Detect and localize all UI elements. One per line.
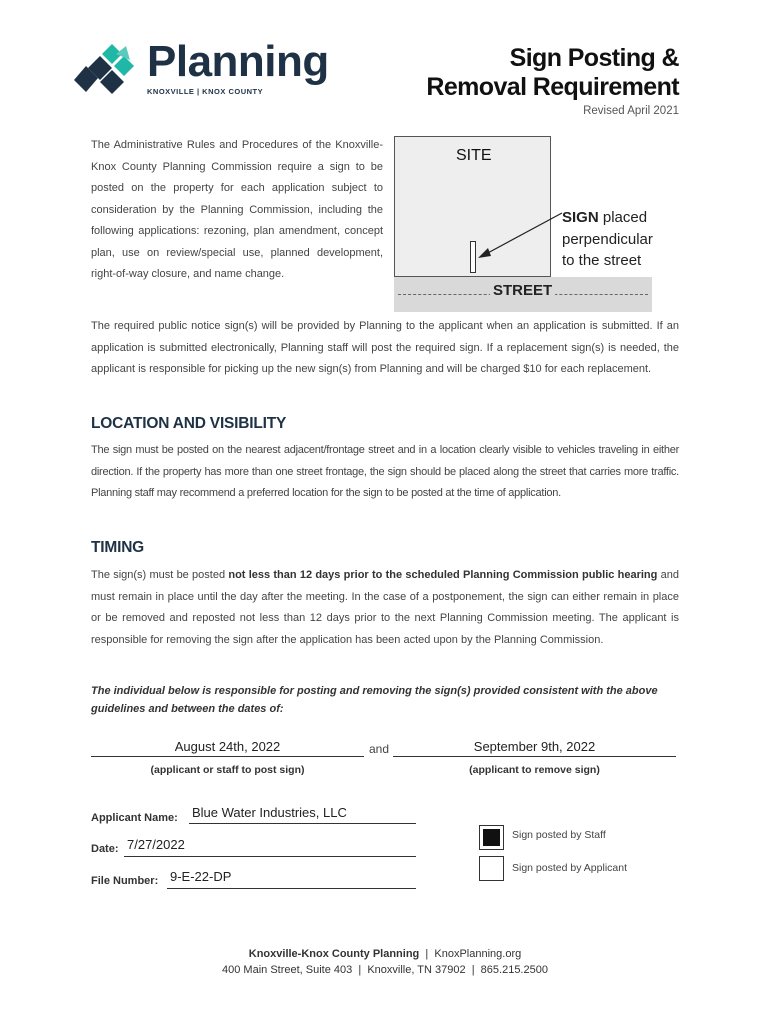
date-label: Date: — [91, 843, 119, 855]
timing-paragraph — [91, 565, 679, 651]
footer-org-line — [0, 948, 770, 960]
intro-paragraph: The Administrative Rules and Procedures of the Knoxville-Knox County Planning Commission require a sign to be posted on the property for each application subject to consideration by the Planning Commission, including the following applications: rezoning, plan amendment, concept plan, use on review/special use, planned development, right-of-way closure, and name change. — [91, 139, 383, 280]
site-street-diagram — [394, 136, 652, 312]
location-paragraph: The sign must be posted on the nearest adjacent/frontage street and in a location clearly visible to vehicles traveling in either direction. If the property has more than one street frontage, the sign should be placed along the street that carries more traffic. Planning staff may recommend a preferred location for the sign to be posted at the time of application. — [91, 444, 679, 499]
notice-paragraph: The required public notice sign(s) will be provided by Planning to the applicant when an application is submitted. If an application is submitted electronically, Planning staff will post the required sign. If a replacement sign(s) is needed, the applicant is responsible for picking up the new sign(s) from Planning and will be charged $10 for each replacement. — [91, 320, 679, 375]
page-title — [426, 44, 679, 102]
file-number-value[interactable]: 9-E-22-DP — [170, 869, 232, 884]
location-heading: LOCATION AND VISIBILITY — [91, 415, 287, 432]
applicant-posted-checkbox[interactable] — [479, 856, 504, 881]
post-date-value[interactable]: August 24th, 2022 — [174, 739, 281, 754]
footer-separator: | — [425, 948, 429, 960]
timing-text-start: The sign(s) must be posted — [91, 569, 229, 581]
applicant-name-label: Applicant Name: — [91, 812, 178, 824]
file-number-label: File Number: — [91, 875, 159, 887]
sign-callout — [562, 207, 653, 272]
remove-date-caption: (applicant to remove sign) — [469, 764, 600, 776]
post-date-caption: (applicant or staff to post sign) — [150, 764, 305, 776]
date-value[interactable]: 7/27/2022 — [127, 837, 185, 852]
remove-date-value[interactable]: September 9th, 2022 — [473, 739, 596, 754]
revised-date: Revised April 2021 — [583, 105, 679, 117]
arrow-icon — [474, 210, 566, 262]
applicant-posted-label: Sign posted by Applicant — [512, 862, 627, 874]
title-line-2: Removal Requirement — [426, 73, 679, 101]
applicant-name-value[interactable]: Blue Water Industries, LLC — [192, 805, 347, 820]
sign-callout-bold: SIGN — [562, 209, 599, 226]
timing-text-bold: not less than 12 days prior to the scheduled Planning Commission public hearing — [228, 569, 658, 581]
sign-callout-line3: to the street — [562, 252, 642, 269]
logo-wordmark: Planning — [147, 37, 329, 86]
site-label: SITE — [456, 147, 492, 164]
sign-callout-line2: perpendicular — [562, 230, 653, 248]
logo-subtitle: KNOXVILLE | KNOX COUNTY — [147, 87, 264, 96]
footer-org-name: Knoxville-Knox County Planning — [248, 948, 420, 960]
planning-logo-mark — [72, 44, 144, 100]
timing-heading: TIMING — [91, 539, 145, 556]
title-line-1: Sign Posting & — [509, 44, 679, 72]
and-text: and — [369, 742, 390, 756]
staff-posted-label: Sign posted by Staff — [512, 829, 606, 841]
staff-posted-checkbox[interactable] — [479, 825, 504, 850]
sign-callout-rest: placed — [598, 209, 648, 226]
street-label: STREET — [490, 282, 555, 299]
timing-text-end: and must remain in place until the day after the meeting. In the case of a postponement, the sign can either remain in place or be removed and reposted not less than 12 days prior to the next Planning Commission meeting. The applicant is responsible for removing the sign after the application has been acted upon by the Planning Commission. — [91, 569, 679, 646]
footer-address: 400 Main Street, Suite 403 | Knoxville, TN 37902 | 865.215.2500 — [222, 964, 548, 976]
footer-website[interactable]: KnoxPlanning.org — [434, 948, 522, 960]
responsibility-statement: The individual below is responsible for posting and removing the sign(s) provided consistent with the above guidelines and between the dates of: — [91, 685, 658, 715]
